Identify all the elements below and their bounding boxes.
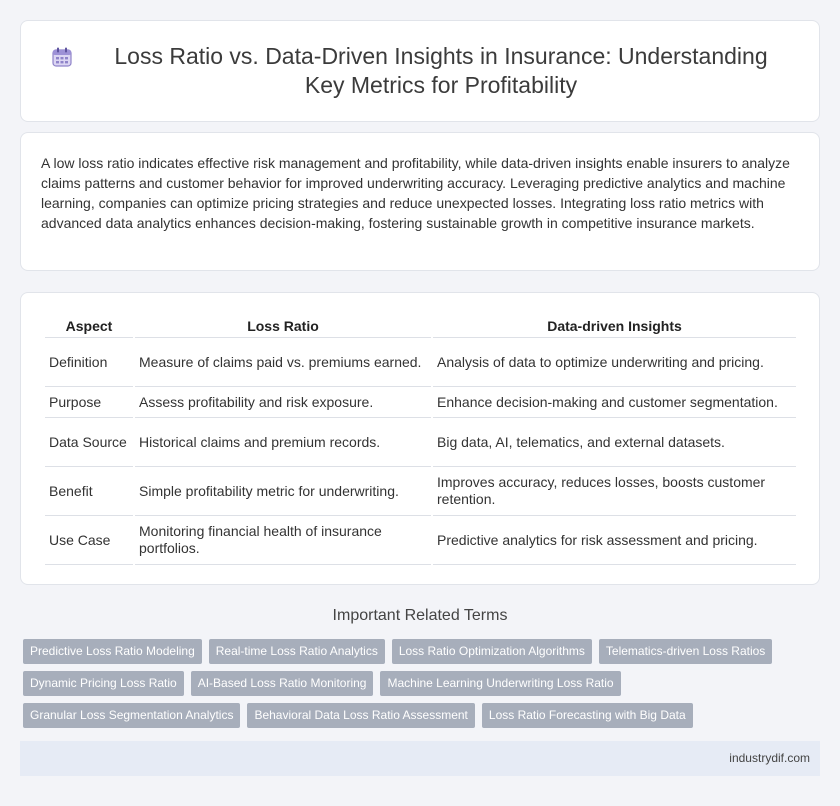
related-term-tag[interactable]: Dynamic Pricing Loss Ratio <box>23 671 184 696</box>
cell-loss-ratio: Simple profitability metric for underwriting. <box>135 467 431 516</box>
related-term-tag[interactable]: Loss Ratio Forecasting with Big Data <box>482 703 693 728</box>
related-term-tag[interactable]: Behavioral Data Loss Ratio Assessment <box>247 703 474 728</box>
cell-loss-ratio: Assess profitability and risk exposure. <box>135 387 431 418</box>
cell-data-driven: Improves accuracy, reduces losses, boosts customer retention. <box>433 467 796 516</box>
cell-aspect: Use Case <box>45 516 133 565</box>
cell-data-driven: Enhance decision-making and customer segmentation. <box>433 387 796 418</box>
cell-data-driven: Big data, AI, telematics, and external datasets. <box>433 418 796 467</box>
title-wrap <box>21 21 819 121</box>
related-terms-list <box>23 639 813 735</box>
related-term-tag[interactable]: Real-time Loss Ratio Analytics <box>209 639 385 664</box>
comparison-table <box>43 311 798 565</box>
related-term-tag[interactable]: Predictive Loss Ratio Modeling <box>23 639 202 664</box>
table-header-row <box>45 311 796 338</box>
cell-loss-ratio: Monitoring financial health of insurance portfolios. <box>135 516 431 565</box>
title-card <box>20 20 820 122</box>
related-term-tag[interactable]: Machine Learning Underwriting Loss Ratio <box>380 671 620 696</box>
table-row <box>45 467 796 516</box>
calendar-icon <box>51 46 73 68</box>
footer <box>20 741 820 776</box>
cell-loss-ratio: Historical claims and premium records. <box>135 418 431 467</box>
comparison-card <box>20 292 820 585</box>
header-aspect: Aspect <box>45 311 133 338</box>
related-term-tag[interactable]: Loss Ratio Optimization Algorithms <box>392 639 592 664</box>
header-loss-ratio: Loss Ratio <box>135 311 431 338</box>
table-row <box>45 338 796 387</box>
related-term-tag[interactable]: Granular Loss Segmentation Analytics <box>23 703 240 728</box>
related-terms-title: Important Related Terms <box>332 607 508 624</box>
cell-aspect: Benefit <box>45 467 133 516</box>
cell-aspect: Data Source <box>45 418 133 467</box>
footer-site-link[interactable]: industrydif.com <box>729 751 810 765</box>
table-row <box>45 516 796 565</box>
page-title: Loss Ratio vs. Data-Driven Insights in Insurance: Understanding Key Metrics for Profitability <box>114 43 768 98</box>
intro-card <box>20 132 820 271</box>
related-term-tag[interactable]: AI-Based Loss Ratio Monitoring <box>191 671 374 696</box>
related-term-tag[interactable]: Telematics-driven Loss Ratios <box>599 639 772 664</box>
cell-data-driven: Predictive analytics for risk assessment and pricing. <box>433 516 796 565</box>
table-row <box>45 387 796 418</box>
header-data-driven-insights: Data-driven Insights <box>433 311 796 338</box>
cell-aspect: Purpose <box>45 387 133 418</box>
intro-paragraph: A low loss ratio indicates effective risk management and profitability, while data-driven insights enable insurers to analyze claims patterns and customer behavior for improved underwriting accuracy. Leveraging predictive analytics and machine learning, companies can optimize pricing strategies and reduce unexpected losses. Integrating loss ratio metrics with advanced data analytics enhances decision-making, fostering sustainable growth in competitive insurance markets. <box>41 155 790 231</box>
cell-data-driven: Analysis of data to optimize underwriting and pricing. <box>433 338 796 387</box>
table-row <box>45 418 796 467</box>
cell-aspect: Definition <box>45 338 133 387</box>
cell-loss-ratio: Measure of claims paid vs. premiums earned. <box>135 338 431 387</box>
